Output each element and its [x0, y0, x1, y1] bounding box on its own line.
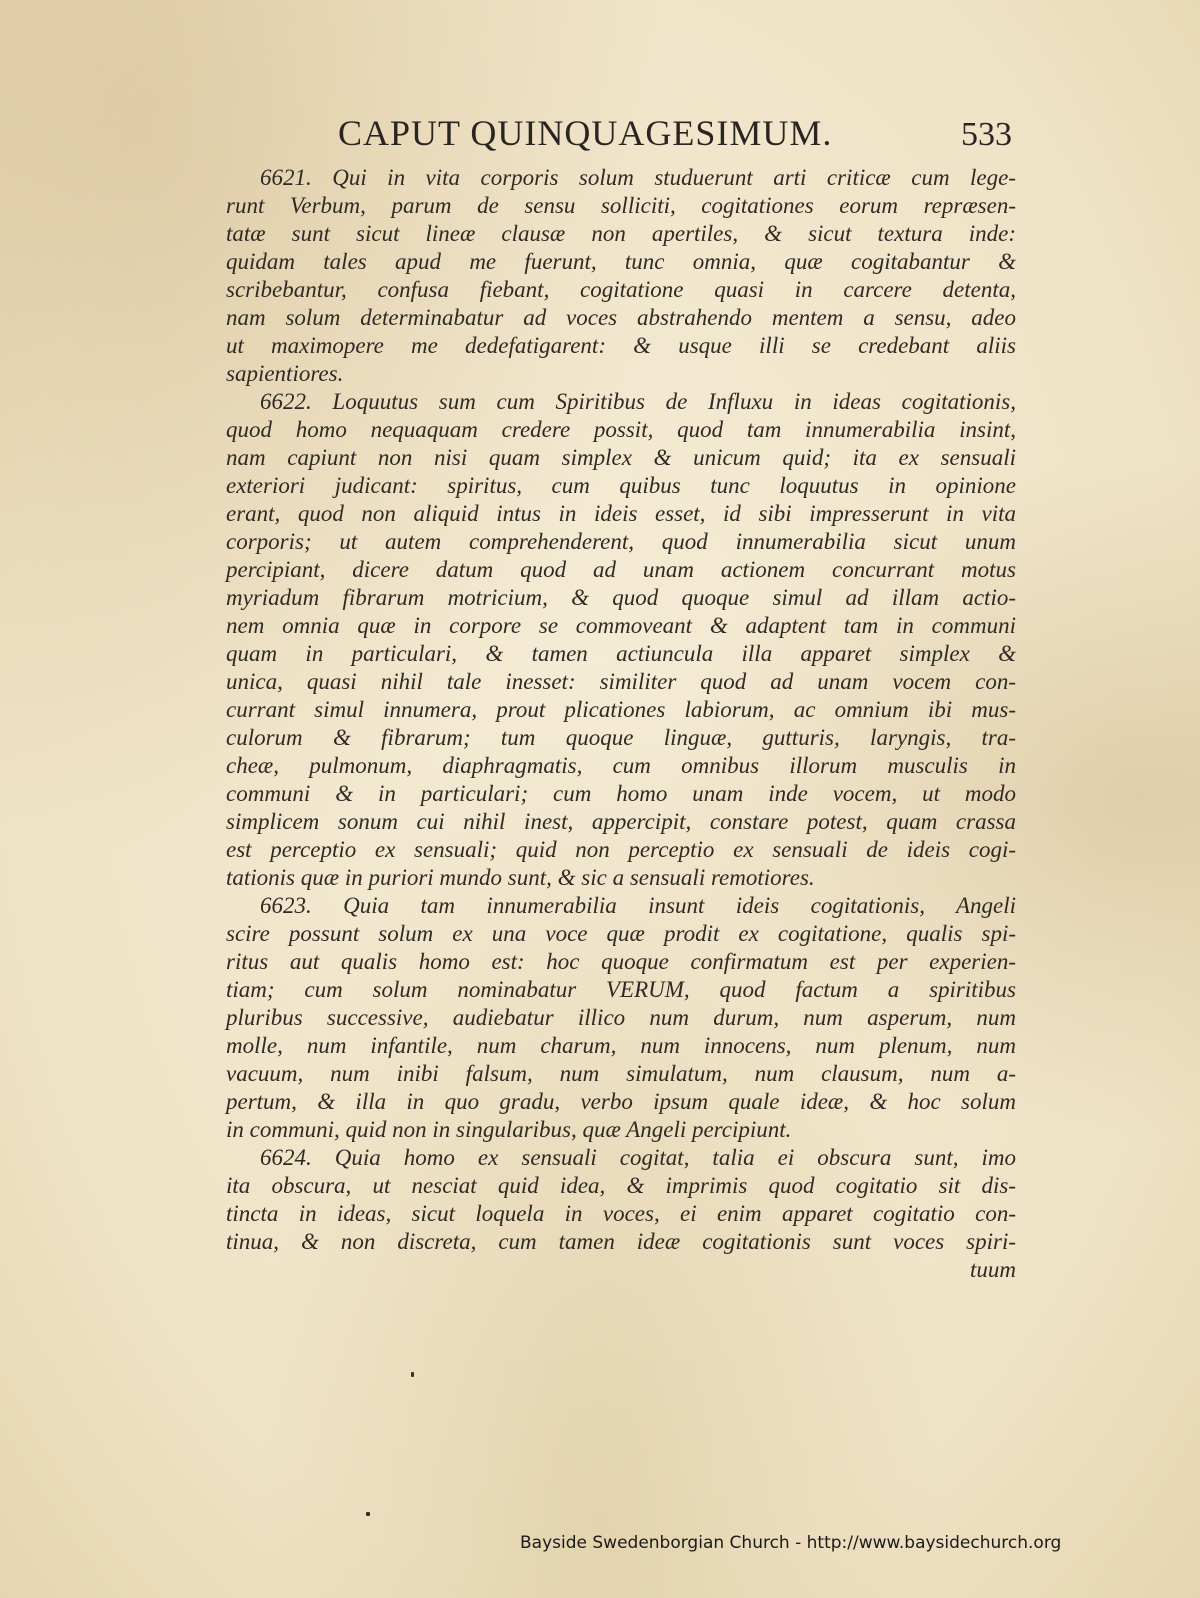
- text-line: nam capiunt non nisi quam simplex & unicum quid; ita ex sensuali: [226, 445, 1016, 470]
- text-line: percipiant, dicere datum quod ad unam actionem concurrant motus: [226, 557, 1016, 582]
- catchword: tuum: [970, 1257, 1016, 1282]
- text-line: tincta in ideas, sicut loquela in voces, ei enim apparet cogitatio con-: [226, 1201, 1016, 1226]
- text-line: est perceptio ex sensuali; quid non perceptio ex sensuali de ideis cogi-: [226, 837, 1016, 862]
- text-line: corporis; ut autem comprehenderent, quod innumerabilia sicut unum: [226, 529, 1016, 554]
- text-line: ut maximopere me dedefatigarent: & usque illi se credebant aliis: [226, 333, 1016, 358]
- text-line: communi & in particulari; cum homo unam inde vocem, ut modo: [226, 781, 1016, 806]
- text-line: quam in particulari, & tamen actiuncula illa apparet simplex &: [226, 641, 1016, 666]
- text-line: tatæ sunt sicut lineæ clausæ non apertiles, & sicut textura inde:: [226, 221, 1016, 246]
- text-line: nam solum determinabatur ad voces abstrahendo mentem a sensu, adeo: [226, 305, 1016, 330]
- text-line: 6624. Quia homo ex sensuali cogitat, talia ei obscura sunt, imo: [260, 1145, 1016, 1170]
- page-number: 533: [961, 116, 1012, 153]
- body-text: [226, 164, 1016, 1284]
- text-line: tiam; cum solum nominabatur VERUM, quod factum a spiritibus: [226, 977, 1016, 1002]
- ink-speck: [411, 1372, 414, 1377]
- text-line: pertum, & illa in quo gradu, verbo ipsum quale ideæ, & hoc solum: [226, 1089, 1016, 1114]
- text-line: nem omnia quæ in corpore se commoveant & adaptent tam in communi: [226, 613, 1016, 638]
- text-line: quidam tales apud me fuerunt, tunc omnia, quæ cogitabantur &: [226, 249, 1016, 274]
- footer-credit: Bayside Swedenborgian Church - http://www.baysidechurch.org: [520, 1533, 1062, 1553]
- text-line: molle, num infantile, num charum, num innocens, num plenum, num: [226, 1033, 1016, 1058]
- text-line: 6621. Qui in vita corporis solum studuerunt arti criticæ cum lege-: [260, 165, 1016, 190]
- text-line: pluribus successive, audiebatur illico num durum, num asperum, num: [226, 1005, 1016, 1030]
- text-line: tinua, & non discreta, cum tamen ideæ cogitationis sunt voces spiri-: [226, 1229, 1016, 1254]
- text-line: scire possunt solum ex una voce quæ prodit ex cogitatione, qualis spi-: [226, 921, 1016, 946]
- text-line: erant, quod non aliquid intus in ideis esset, id sibi impresserunt in vita: [226, 501, 1016, 526]
- text-line: unica, quasi nihil tale inesset: similiter quod ad unam vocem con-: [226, 669, 1016, 694]
- text-line: ritus aut qualis homo est: hoc quoque confirmatum est per experien-: [226, 949, 1016, 974]
- text-line: culorum & fibrarum; tum quoque linguæ, gutturis, laryngis, tra-: [226, 725, 1016, 750]
- text-line: 6622. Loquutus sum cum Spiritibus de Influxu in ideas cogitationis,: [260, 389, 1016, 414]
- ink-speck: [366, 1512, 370, 1516]
- text-line: simplicem sonum cui nihil inest, appercipit, constare potest, quam crassa: [226, 809, 1016, 834]
- text-line: exteriori judicant: spiritus, cum quibus tunc loquutus in opinione: [226, 473, 1016, 498]
- text-line: 6623. Quia tam innumerabilia insunt ideis cogitationis, Angeli: [260, 893, 1016, 918]
- text-line: currant simul innumera, prout plicationes labiorum, ac omnium ibi mus-: [226, 697, 1016, 722]
- text-line: runt Verbum, parum de sensu solliciti, cogitationes eorum repræsen-: [226, 193, 1016, 218]
- text-line: quod homo nequaquam credere possit, quod tam innumerabilia insint,: [226, 417, 1016, 442]
- text-line: vacuum, num inibi falsum, num simulatum, num clausum, num a-: [226, 1061, 1016, 1086]
- text-line: ita obscura, ut nesciat quid idea, & imprimis quod cogitatio sit dis-: [226, 1173, 1016, 1198]
- text-line: myriadum fibrarum motricium, & quod quoque simul ad illam actio-: [226, 585, 1016, 610]
- text-line: cheæ, pulmonum, diaphragmatis, cum omnibus illorum musculis in: [226, 753, 1016, 778]
- running-head: CAPUT QUINQUAGESIMUM.: [338, 113, 833, 153]
- text-line: sapientiores.: [226, 361, 344, 386]
- page-header: [338, 112, 1018, 160]
- text-line: scribebantur, confusa fiebant, cogitatione quasi in carcere detenta,: [226, 277, 1016, 302]
- text-line: in communi, quid non in singularibus, quæ Angeli percipiunt.: [226, 1117, 792, 1142]
- text-line: tationis quæ in puriori mundo sunt, & sic a sensuali remotiores.: [226, 865, 815, 890]
